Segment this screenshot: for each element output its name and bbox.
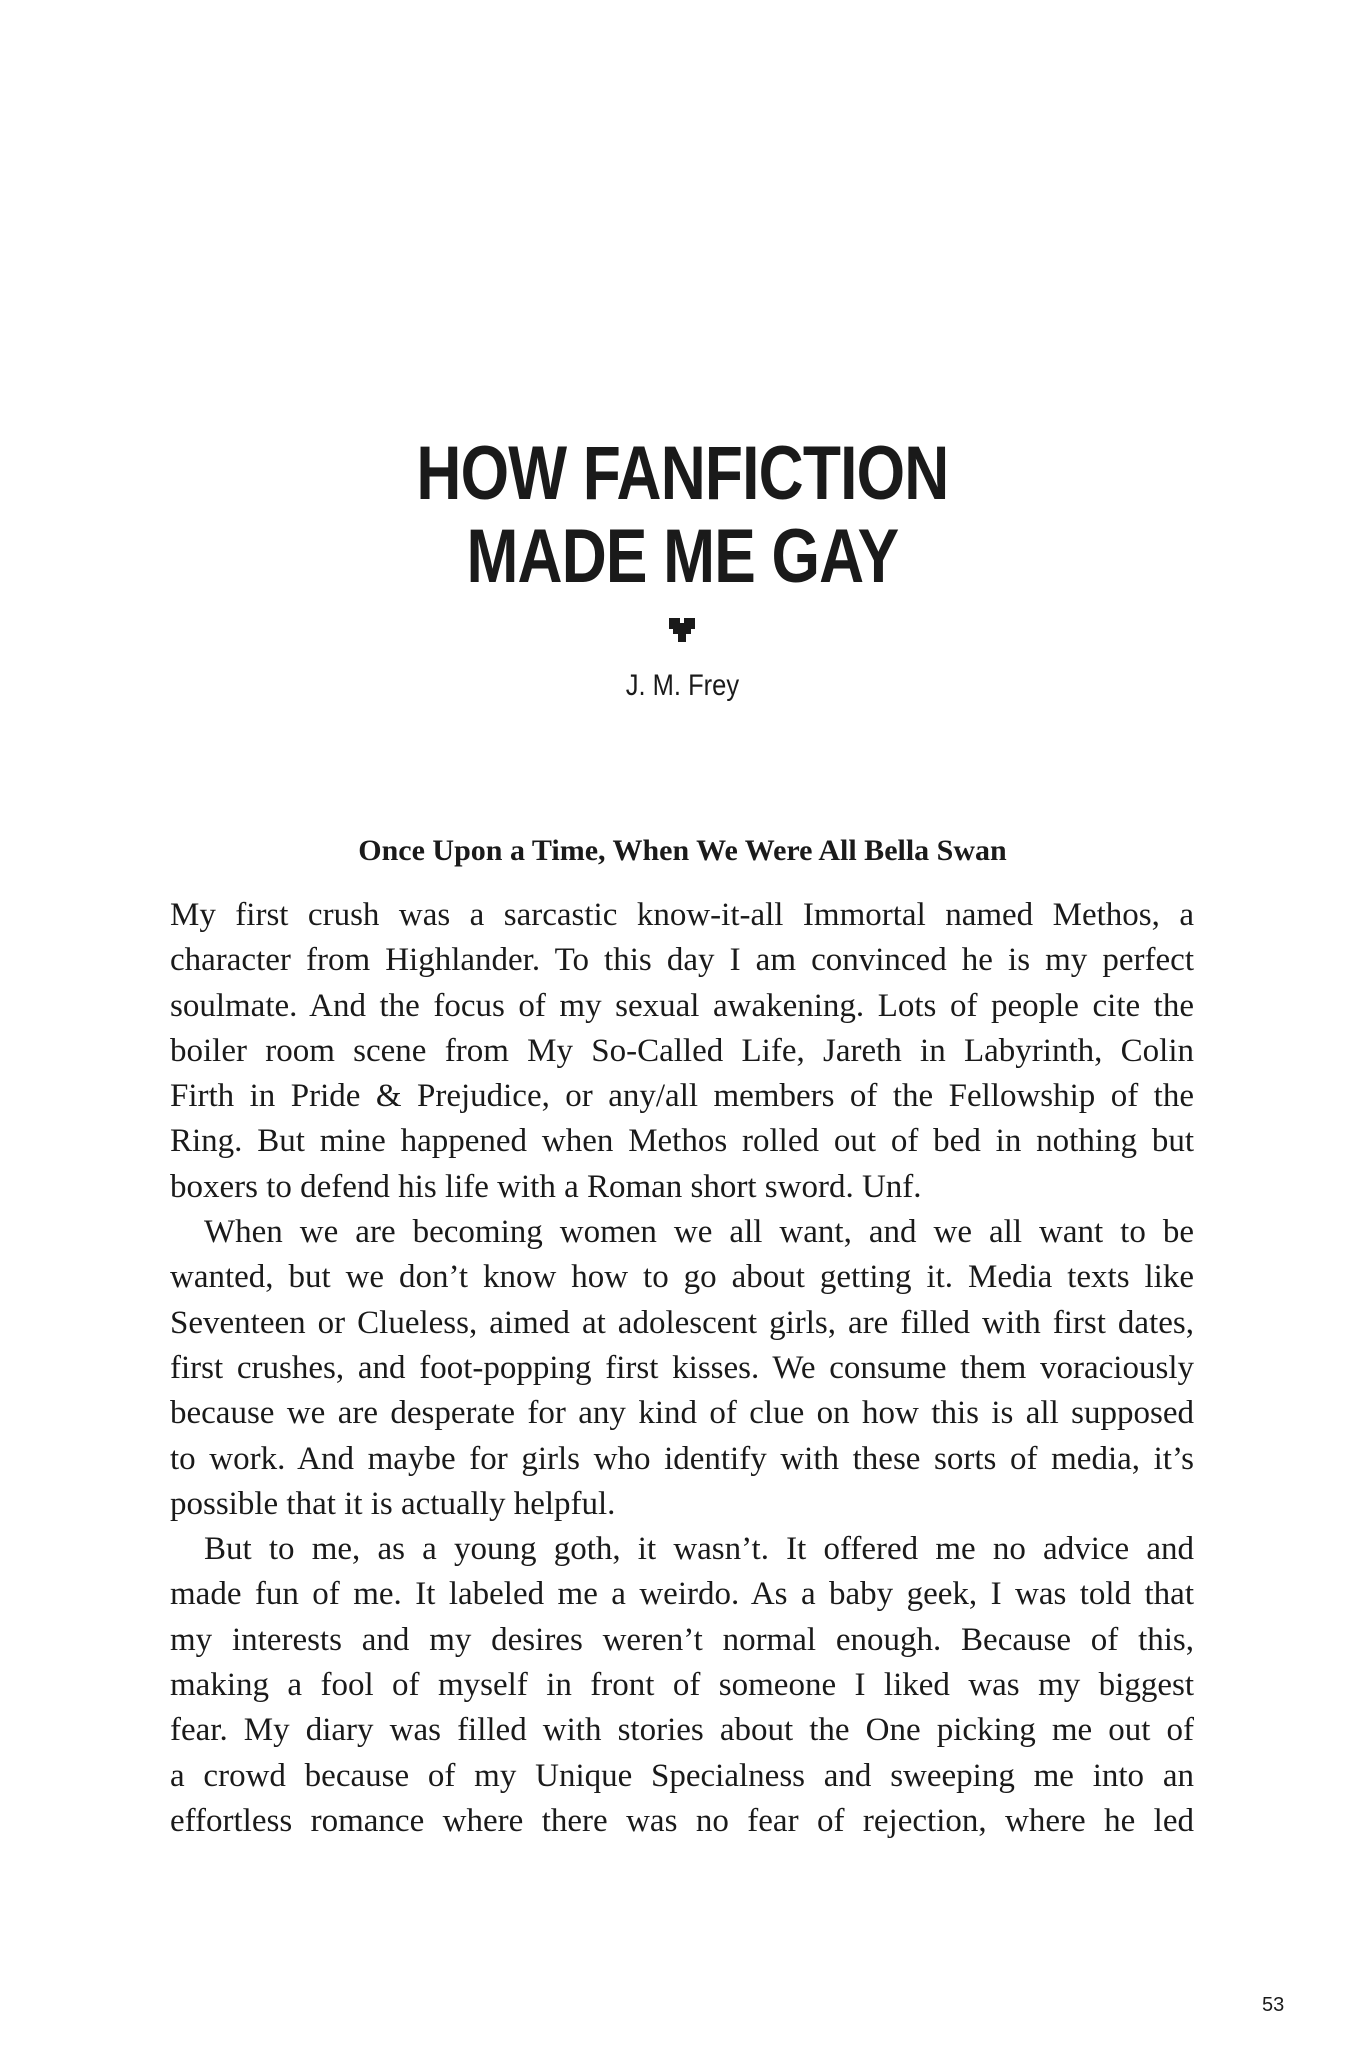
- text-line: my interests and my desires weren’t normal enough. Because of this,: [170, 1621, 1194, 1658]
- text-line: wanted, but we don’t know how to go about getting it. Media texts like: [170, 1259, 1194, 1296]
- text-line: fear. My diary was filled with stories about the One picking me out of: [170, 1712, 1194, 1749]
- text-line: When we are becoming women we all want, and we all want to be: [204, 1214, 1194, 1251]
- body-text: [170, 893, 1194, 1844]
- text-line: soulmate. And the focus of my sexual awakening. Lots of people cite the: [170, 987, 1194, 1024]
- author-name: J. M. Frey: [625, 669, 740, 702]
- page-number: 53: [1262, 1994, 1285, 2016]
- text-line: possible that it is actually helpful.: [170, 1485, 616, 1522]
- text-line: boxers to defend his life with a Roman short sword. Unf.: [170, 1168, 922, 1205]
- text-line: making a fool of myself in front of someone I liked was my biggest: [170, 1667, 1194, 1704]
- chapter-title-line-1: HOW FANFICTION: [416, 431, 949, 516]
- chapter-title-line-2: MADE ME GAY: [466, 514, 899, 599]
- text-line: My first crush was a sarcastic know-it-all Immortal named Methos, a: [170, 897, 1194, 933]
- text-line: But to me, as a young goth, it wasn’t. It offered me no advice and: [204, 1531, 1194, 1568]
- text-line: to work. And maybe for girls who identify with these sorts of media, it’s: [170, 1440, 1194, 1477]
- section-heading: Once Upon a Time, When We Were All Bella Swan: [358, 833, 1007, 867]
- heart-ornament-icon: [667, 616, 697, 644]
- text-line: a crowd because of my Unique Specialness and sweeping me into an: [170, 1757, 1194, 1794]
- text-line: Seventeen or Clueless, aimed at adolescent girls, are filled with first dates,: [170, 1304, 1194, 1341]
- text-line: boiler room scene from My So-Called Life, Jareth in Labyrinth, Colin: [170, 1032, 1194, 1069]
- text-line: because we are desperate for any kind of clue on how this is all supposed: [170, 1395, 1194, 1432]
- text-line: effortless romance where there was no fear of rejection, where he led: [170, 1802, 1194, 1839]
- text-line: first crushes, and foot-popping first kisses. We consume them voraciously: [170, 1349, 1194, 1386]
- text-line: Firth in Pride & Prejudice, or any/all members of the Fellowship of the: [170, 1078, 1194, 1115]
- text-line: Ring. But mine happened when Methos rolled out of bed in nothing but: [170, 1123, 1194, 1160]
- text-line: made fun of me. It labeled me a weirdo. As a baby geek, I was told that: [170, 1576, 1194, 1613]
- text-line: character from Highlander. To this day I am convinced he is my perfect: [170, 942, 1194, 979]
